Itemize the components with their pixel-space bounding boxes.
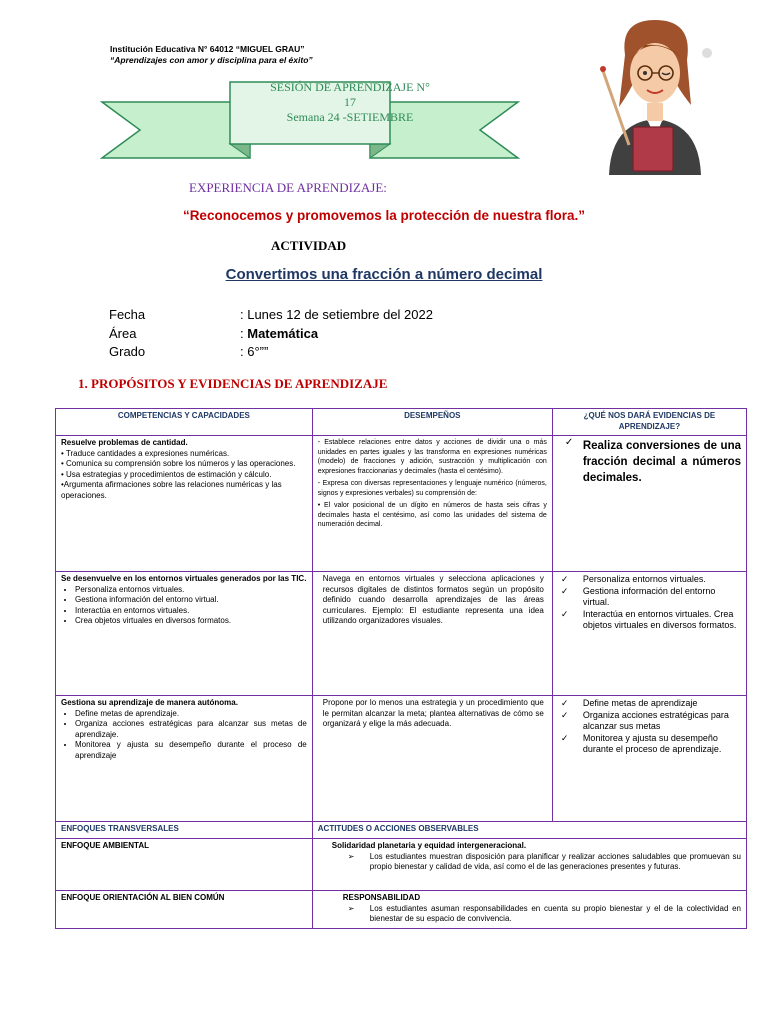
column-header: ACTITUDES O ACCIONES OBSERVABLES bbox=[312, 822, 746, 839]
activity-title: Convertimos una fracción a número decimal bbox=[225, 266, 543, 283]
experience-label: EXPERIENCIA DE APRENDIZAJE: bbox=[189, 180, 387, 195]
info-row-grado bbox=[109, 343, 433, 362]
capacity-item: • Traduce cantidades a expresiones numéricas. bbox=[61, 448, 230, 458]
institution-name: Institución Educativa N° 64012 “MIGUEL GRAU” bbox=[110, 44, 305, 54]
experience-title: “Reconocemos y promovemos la protección de nuestra flora.” bbox=[182, 208, 586, 223]
performance-cell: Propone por lo menos una estrategia y un procedimiento que le permitan alcanzar la meta; plantea alternativas de cómo se organizará y elige la más adecuada. bbox=[312, 696, 552, 822]
purposes-table bbox=[55, 408, 747, 929]
evidence-cell bbox=[552, 572, 746, 696]
capacity-list bbox=[61, 585, 307, 627]
column-header: ENFOQUES TRANSVERSALES bbox=[56, 822, 313, 839]
table-row bbox=[56, 436, 747, 572]
info-key: Grado bbox=[109, 344, 146, 359]
info-value: : 6°”” bbox=[240, 344, 269, 359]
evidence-item: ✓ Monitorea y ajusta su desempeño durante el proceso de aprendizaje. bbox=[561, 733, 741, 756]
evidence-item: ✓ Personaliza entornos virtuales. bbox=[561, 574, 741, 586]
institution-header bbox=[110, 44, 313, 66]
action-item: ➢ Los estudiantes asuman responsabilidades en cuenta su propio bienestar y el de la colectividad en bienestar de su espacio de convivencia. bbox=[348, 904, 741, 925]
info-value: : Lunes 12 de setiembre del 2022 bbox=[240, 307, 433, 322]
session-info bbox=[109, 306, 433, 362]
institution-motto: “Aprendizajes con amor y disciplina para el éxito” bbox=[110, 55, 313, 65]
capacity-item: •Argumenta afirmaciones sobre las relaciones numéricas y las operaciones. bbox=[61, 480, 282, 500]
competency-title: Gestiona su aprendizaje de manera autónoma. bbox=[61, 698, 238, 707]
activity-label: ACTIVIDAD bbox=[271, 238, 347, 253]
capacity-item: • Define metas de aprendizaje. bbox=[75, 709, 307, 720]
evidence-text: Realiza conversiones de una fracción decimal a números decimales. bbox=[582, 440, 741, 484]
enfoque-name: ENFOQUE AMBIENTAL bbox=[56, 839, 313, 891]
enfoque-actions bbox=[312, 891, 746, 929]
competency-cell bbox=[56, 696, 313, 822]
table-row bbox=[56, 572, 747, 696]
evidence-item bbox=[564, 437, 741, 486]
enfoque-value: Solidaridad planetaria y equidad intergeneracional. bbox=[331, 841, 527, 850]
evidence-item: ✓ Interactúa en entornos virtuales. Crea objetos virtuales en diversos formatos. bbox=[561, 609, 741, 632]
capacity-item: • Organiza acciones estratégicas para alcanzar sus metas de aprendizaje. bbox=[75, 719, 307, 740]
session-title bbox=[250, 80, 450, 125]
session-line-3: Semana 24 -SETIEMBRE bbox=[286, 110, 414, 124]
action-list bbox=[318, 852, 741, 873]
capacity-item: • Monitorea y ajusta su desempeño durante el proceso de aprendizaje bbox=[75, 740, 307, 761]
session-line-2: 17 bbox=[344, 95, 356, 109]
action-item: ➢ Los estudiantes muestran disposición para planificar y realizar acciones saludables que promuevan su propio bienestar y calidad de vida, así como el de las generaciones presentes y futuras. bbox=[348, 852, 741, 873]
evidence-item: ✓ Define metas de aprendizaje bbox=[561, 698, 741, 710]
evidence-cell bbox=[552, 436, 746, 572]
capacity-item: • Crea objetos virtuales en diversos formatos. bbox=[75, 616, 307, 627]
enfoque-actions bbox=[312, 839, 746, 891]
performance-cell bbox=[312, 436, 552, 572]
capacity-item: • Usa estrategias y procedimientos de estimación y cálculo. bbox=[61, 469, 272, 479]
enfoque-value: RESPONSABILIDAD bbox=[342, 893, 421, 902]
action-list bbox=[318, 904, 741, 925]
teacher-illustration bbox=[595, 15, 715, 175]
table-header-row bbox=[56, 409, 747, 436]
info-value: Matemática bbox=[247, 325, 319, 341]
info-key: Fecha bbox=[109, 307, 146, 322]
table-row bbox=[56, 891, 747, 929]
check-icon: ✓ bbox=[564, 437, 574, 448]
performance-item: • El valor posicional de un dígito en números de hasta seis cifras y decimales hasta el centésimo, así como las unidades del sistema de numeración decimal. bbox=[317, 502, 547, 528]
table-row bbox=[56, 696, 747, 822]
performance-item: - Establece relaciones entre datos y acciones de dividir una o más unidades en partes iguales y las transforma en expresiones numéricas (modelo) de fracciones y adición, sustracción y multiplicación con expresiones fraccionarias y decimales (hasta el centésimo). bbox=[317, 439, 547, 475]
capacity-list bbox=[61, 709, 307, 762]
evidence-item: ✓ Organiza acciones estratégicas para alcanzar sus metas bbox=[561, 710, 741, 733]
info-key: Área bbox=[109, 325, 137, 341]
evidence-item: ✓ Gestiona información del entorno virtual. bbox=[561, 586, 741, 609]
info-row-area bbox=[109, 325, 433, 344]
info-separator: : bbox=[240, 325, 248, 341]
competency-title: Resuelve problemas de cantidad. bbox=[61, 438, 188, 447]
competency-title: Se desenvuelve en los entornos virtuales generados por las TIC. bbox=[61, 574, 307, 583]
evidence-list bbox=[561, 574, 741, 632]
performance-item: - Expresa con diversas representaciones y lenguaje numérico (números, signos y expresiones verbales) su comprensión de: bbox=[317, 480, 547, 497]
capacity-item: • Comunica su comprensión sobre los números y las operaciones. bbox=[61, 459, 296, 468]
column-header: ¿QUÉ NOS DARÁ EVIDENCIAS DE APRENDIZAJE? bbox=[552, 409, 746, 436]
performance-cell: Navega en entornos virtuales y selecciona aplicaciones y recursos digitales de distintos formatos según un propósito definido cuando desarrolla aprendizajes de las áreas curriculares. Ejemplo: El estudiante representa una idea utilizando organizadores visuales. bbox=[312, 572, 552, 696]
competency-cell bbox=[56, 436, 313, 572]
session-line-1: SESIÓN DE APRENDIZAJE N° bbox=[270, 80, 430, 94]
table-row bbox=[56, 839, 747, 891]
capacity-item: • Personaliza entornos virtuales. bbox=[75, 585, 307, 596]
capacity-item: • Interactúa en entornos virtuales. bbox=[75, 606, 307, 617]
column-header: DESEMPEÑOS bbox=[312, 409, 552, 436]
section-title: 1. PROPÓSITOS Y EVIDENCIAS DE APRENDIZAJE bbox=[78, 376, 388, 391]
evidence-cell bbox=[552, 696, 746, 822]
capacity-item: • Gestiona información del entorno virtual. bbox=[75, 595, 307, 606]
info-row-fecha bbox=[109, 306, 433, 325]
column-header: COMPETENCIAS Y CAPACIDADES bbox=[56, 409, 313, 436]
evidence-list bbox=[561, 698, 741, 756]
enfoques-header-row bbox=[56, 822, 747, 839]
competency-cell bbox=[56, 572, 313, 696]
enfoque-name: ENFOQUE ORIENTACIÓN AL BIEN COMÚN bbox=[56, 891, 313, 929]
